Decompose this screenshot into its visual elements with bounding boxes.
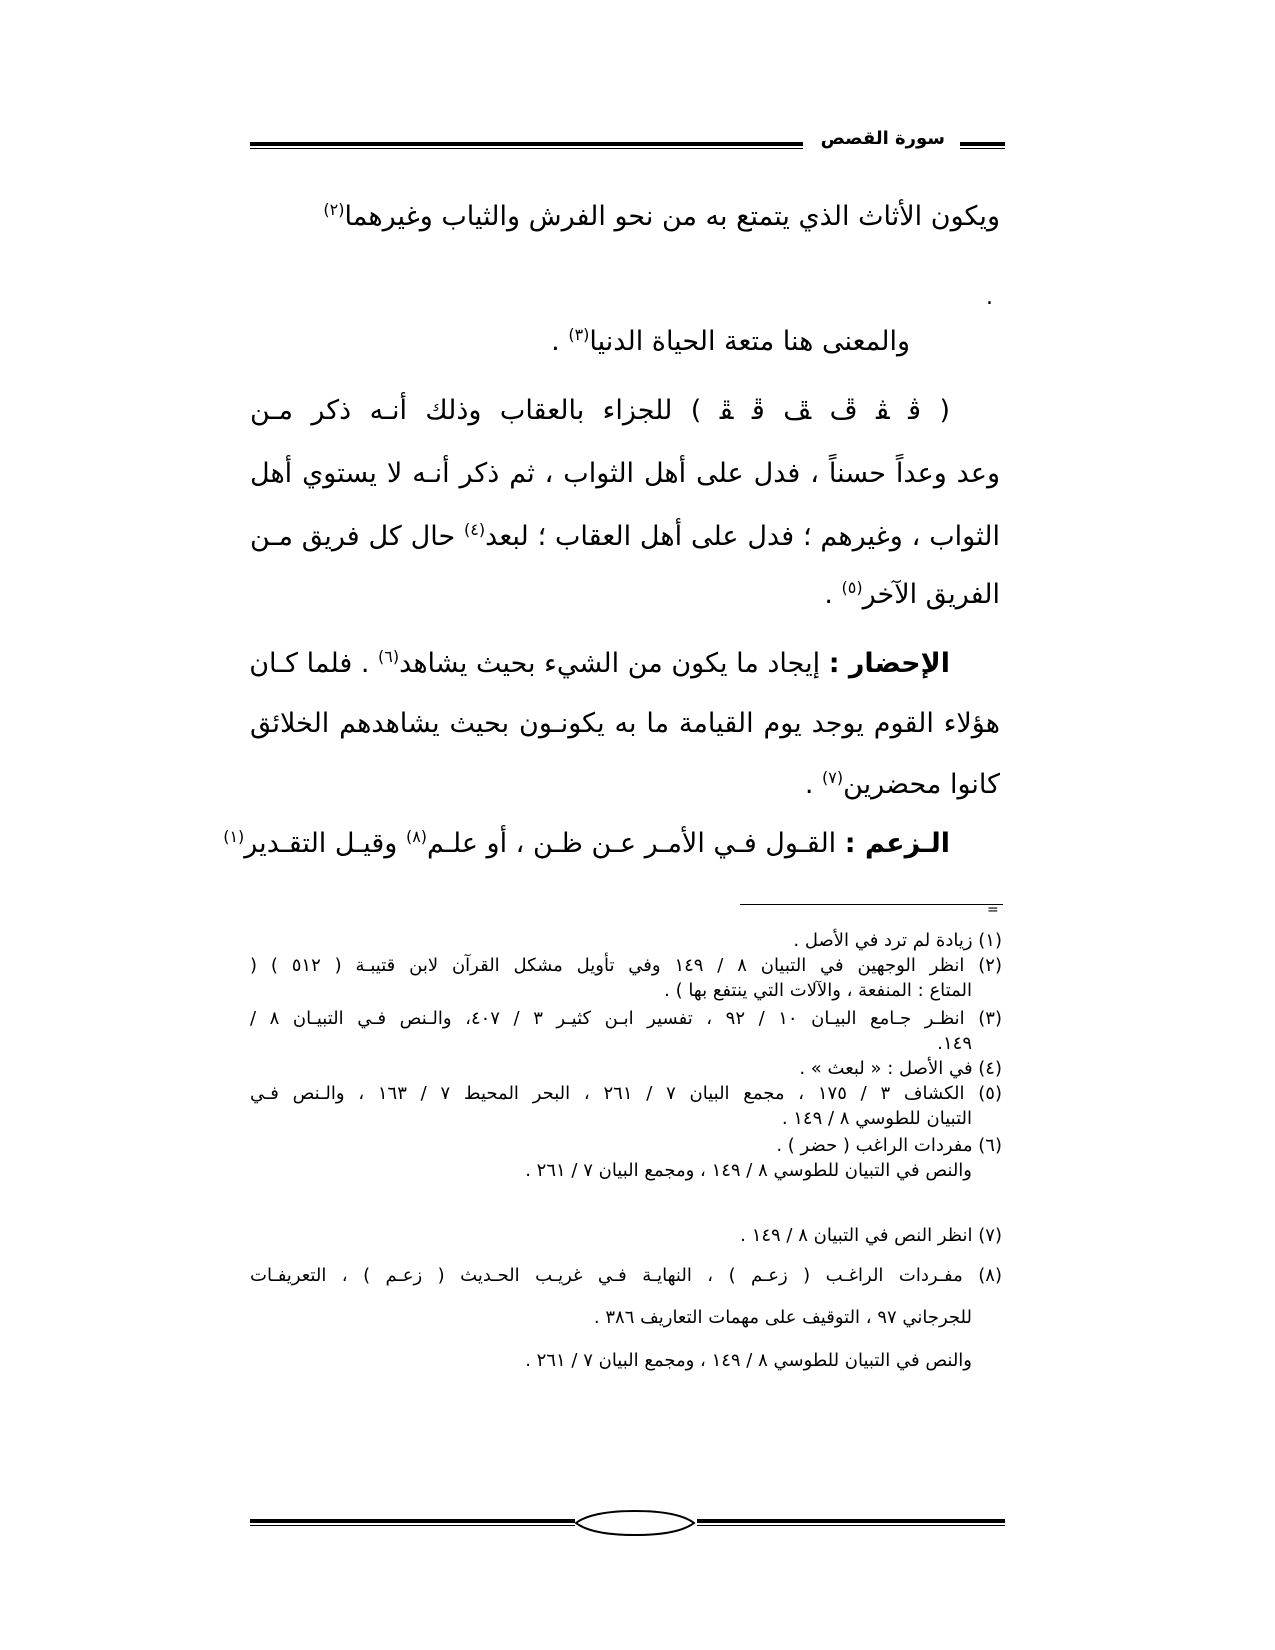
header-rule-right — [960, 142, 1005, 149]
header-rule-left — [250, 142, 803, 149]
footnote-4: (٤) في الأصل : « لبعث » . — [799, 1058, 1002, 1079]
footnote-ref: (٥) — [841, 578, 863, 597]
body-line-5 — [250, 458, 1000, 489]
footnote-7: (٧) انظر النص في التبيان ٨ / ١٤٩ . — [740, 1225, 1002, 1246]
footnote-ref: (٣) — [568, 325, 590, 344]
stray-dot: . — [986, 285, 993, 310]
footer-ornament-icon — [572, 1508, 698, 1538]
body-line-10: كانوا محضرين$^{(٧)}$ . — [804, 768, 1000, 800]
body-text: الثواب ، وغيرهم ؛ فدل على أهل العقاب ؛ لبعد — [485, 521, 1000, 552]
footnote-3: (٣) انظـر جـامع البيـان ١٠ / ٩٢ ، تفسير ابـن كثيـر ٣ / ٤٠٧، والـنص فـي التبيـان ٨ / — [250, 1008, 1002, 1029]
footnote-ref: (٢) — [323, 200, 345, 219]
footnote-ref: (٤) — [464, 520, 486, 539]
term-heading: الإحضار : — [828, 648, 950, 679]
footer-rule-right — [697, 1519, 1005, 1526]
footnote-ref: (١) — [223, 827, 245, 846]
footnote-2: (٢) انظر الوجهين في التبيان ٨ / ١٤٩ وفي تأويل مشكل القرآن لابن قتيبـة ( ٥١٢ ) ( — [250, 955, 1002, 976]
body-line-3: والمعنى هنا متعة الحياة الدنيا$^{(٣)}$ . — [551, 325, 910, 357]
footnote-ref: (٦) — [378, 647, 400, 666]
body-text: ( ﭬ ﭭ ﭮ ﭯ ﭰ ﭱ ) للجزاء بالعقاب وذلك أنـه ذكر مـن — [250, 395, 950, 426]
footnote-6: (٦) مفردات الراغب ( حضر ) . — [776, 1135, 1002, 1156]
body-text: هؤلاء القوم يوجد يوم القيامة ما به يكونـون بحيث يشاهدهم الخلائق — [250, 708, 1000, 739]
footnote-6-cont: والنص في التبيان للطوسي ٨ / ١٤٩ ، ومجمع البيان ٧ / ٢٦١ . — [525, 1160, 972, 1181]
body-line-8: الإحضار : إيجاد ما يكون من الشيء بحيث يشاهد$^{(٦)}$ . فلما كـان — [249, 647, 950, 679]
footnote-separator — [740, 904, 1003, 905]
body-text: الفريق الآخر — [862, 579, 1000, 610]
body-text: والمعنى هنا متعة الحياة الدنيا — [589, 326, 910, 357]
footnote-ref: (٧) — [822, 768, 844, 787]
body-text: كانوا محضرين — [843, 769, 1000, 800]
body-line-4 — [250, 395, 1000, 426]
footnote-2-cont: المتاع : المنفعة ، والآلات التي ينتفع بها ) . — [664, 980, 972, 1001]
footnote-3-cont: ١٤٩. — [937, 1033, 972, 1054]
body-line-11: الـزعم : القـول فـي الأمـر عـن ظـن ، أو علـم$^{(٨)}$ وقيـل التقـدير$^{(١)}$ — [223, 827, 950, 859]
body-line-1 — [250, 200, 1000, 232]
footnote-5: (٥) الكشاف ٣ / ١٧٥ ، مجمع البيان ٧ / ٢٦١ ، البحر المحيط ٧ / ١٦٣ ، والـنص فـي — [250, 1083, 1002, 1104]
body-text: ويكون الأثاث الذي يتمتع به من نحو الفرش والثياب وغيرهما — [344, 201, 1000, 232]
body-line-7: الفريق الآخر$^{(٥)}$ . — [824, 578, 1000, 610]
footer-rule-left — [250, 1519, 575, 1526]
footnote-8-cont-2: والنص في التبيان للطوسي ٨ / ١٤٩ ، ومجمع البيان ٧ / ٢٦١ . — [525, 1350, 972, 1371]
body-line-9 — [250, 708, 1000, 739]
footnote-ref: (٨) — [405, 827, 428, 846]
term-heading: الـزعم : — [844, 828, 950, 859]
continuation-mark: = — [987, 902, 999, 918]
footnote-8: (٨) مفـردات الراغـب ( زعـم ) ، النهايـة فـي غريـب الحـديث ( زعـم ) ، التعريفـات — [250, 1265, 1002, 1286]
body-line-6: الثواب ، وغيرهم ؛ فدل على أهل العقاب ؛ لبعد$^{(٤)}$ حال كل فريق مـن — [250, 520, 1000, 552]
body-text: وعد وعداً حسناً ، فدل على أهل الثواب ، ثم ذكر أنـه لا يستوي أهل — [250, 458, 1000, 489]
footnote-8-cont: للجرجاني ٩٧ ، التوقيف على مهمات التعاريف ٣٨٦ . — [593, 1307, 972, 1328]
surah-title: سورة القصص — [820, 128, 945, 149]
footnote-1: (١) زيادة لم ترد في الأصل . — [793, 930, 1002, 951]
footnote-5-cont: التبيان للطوسي ٨ / ١٤٩ . — [781, 1108, 972, 1129]
